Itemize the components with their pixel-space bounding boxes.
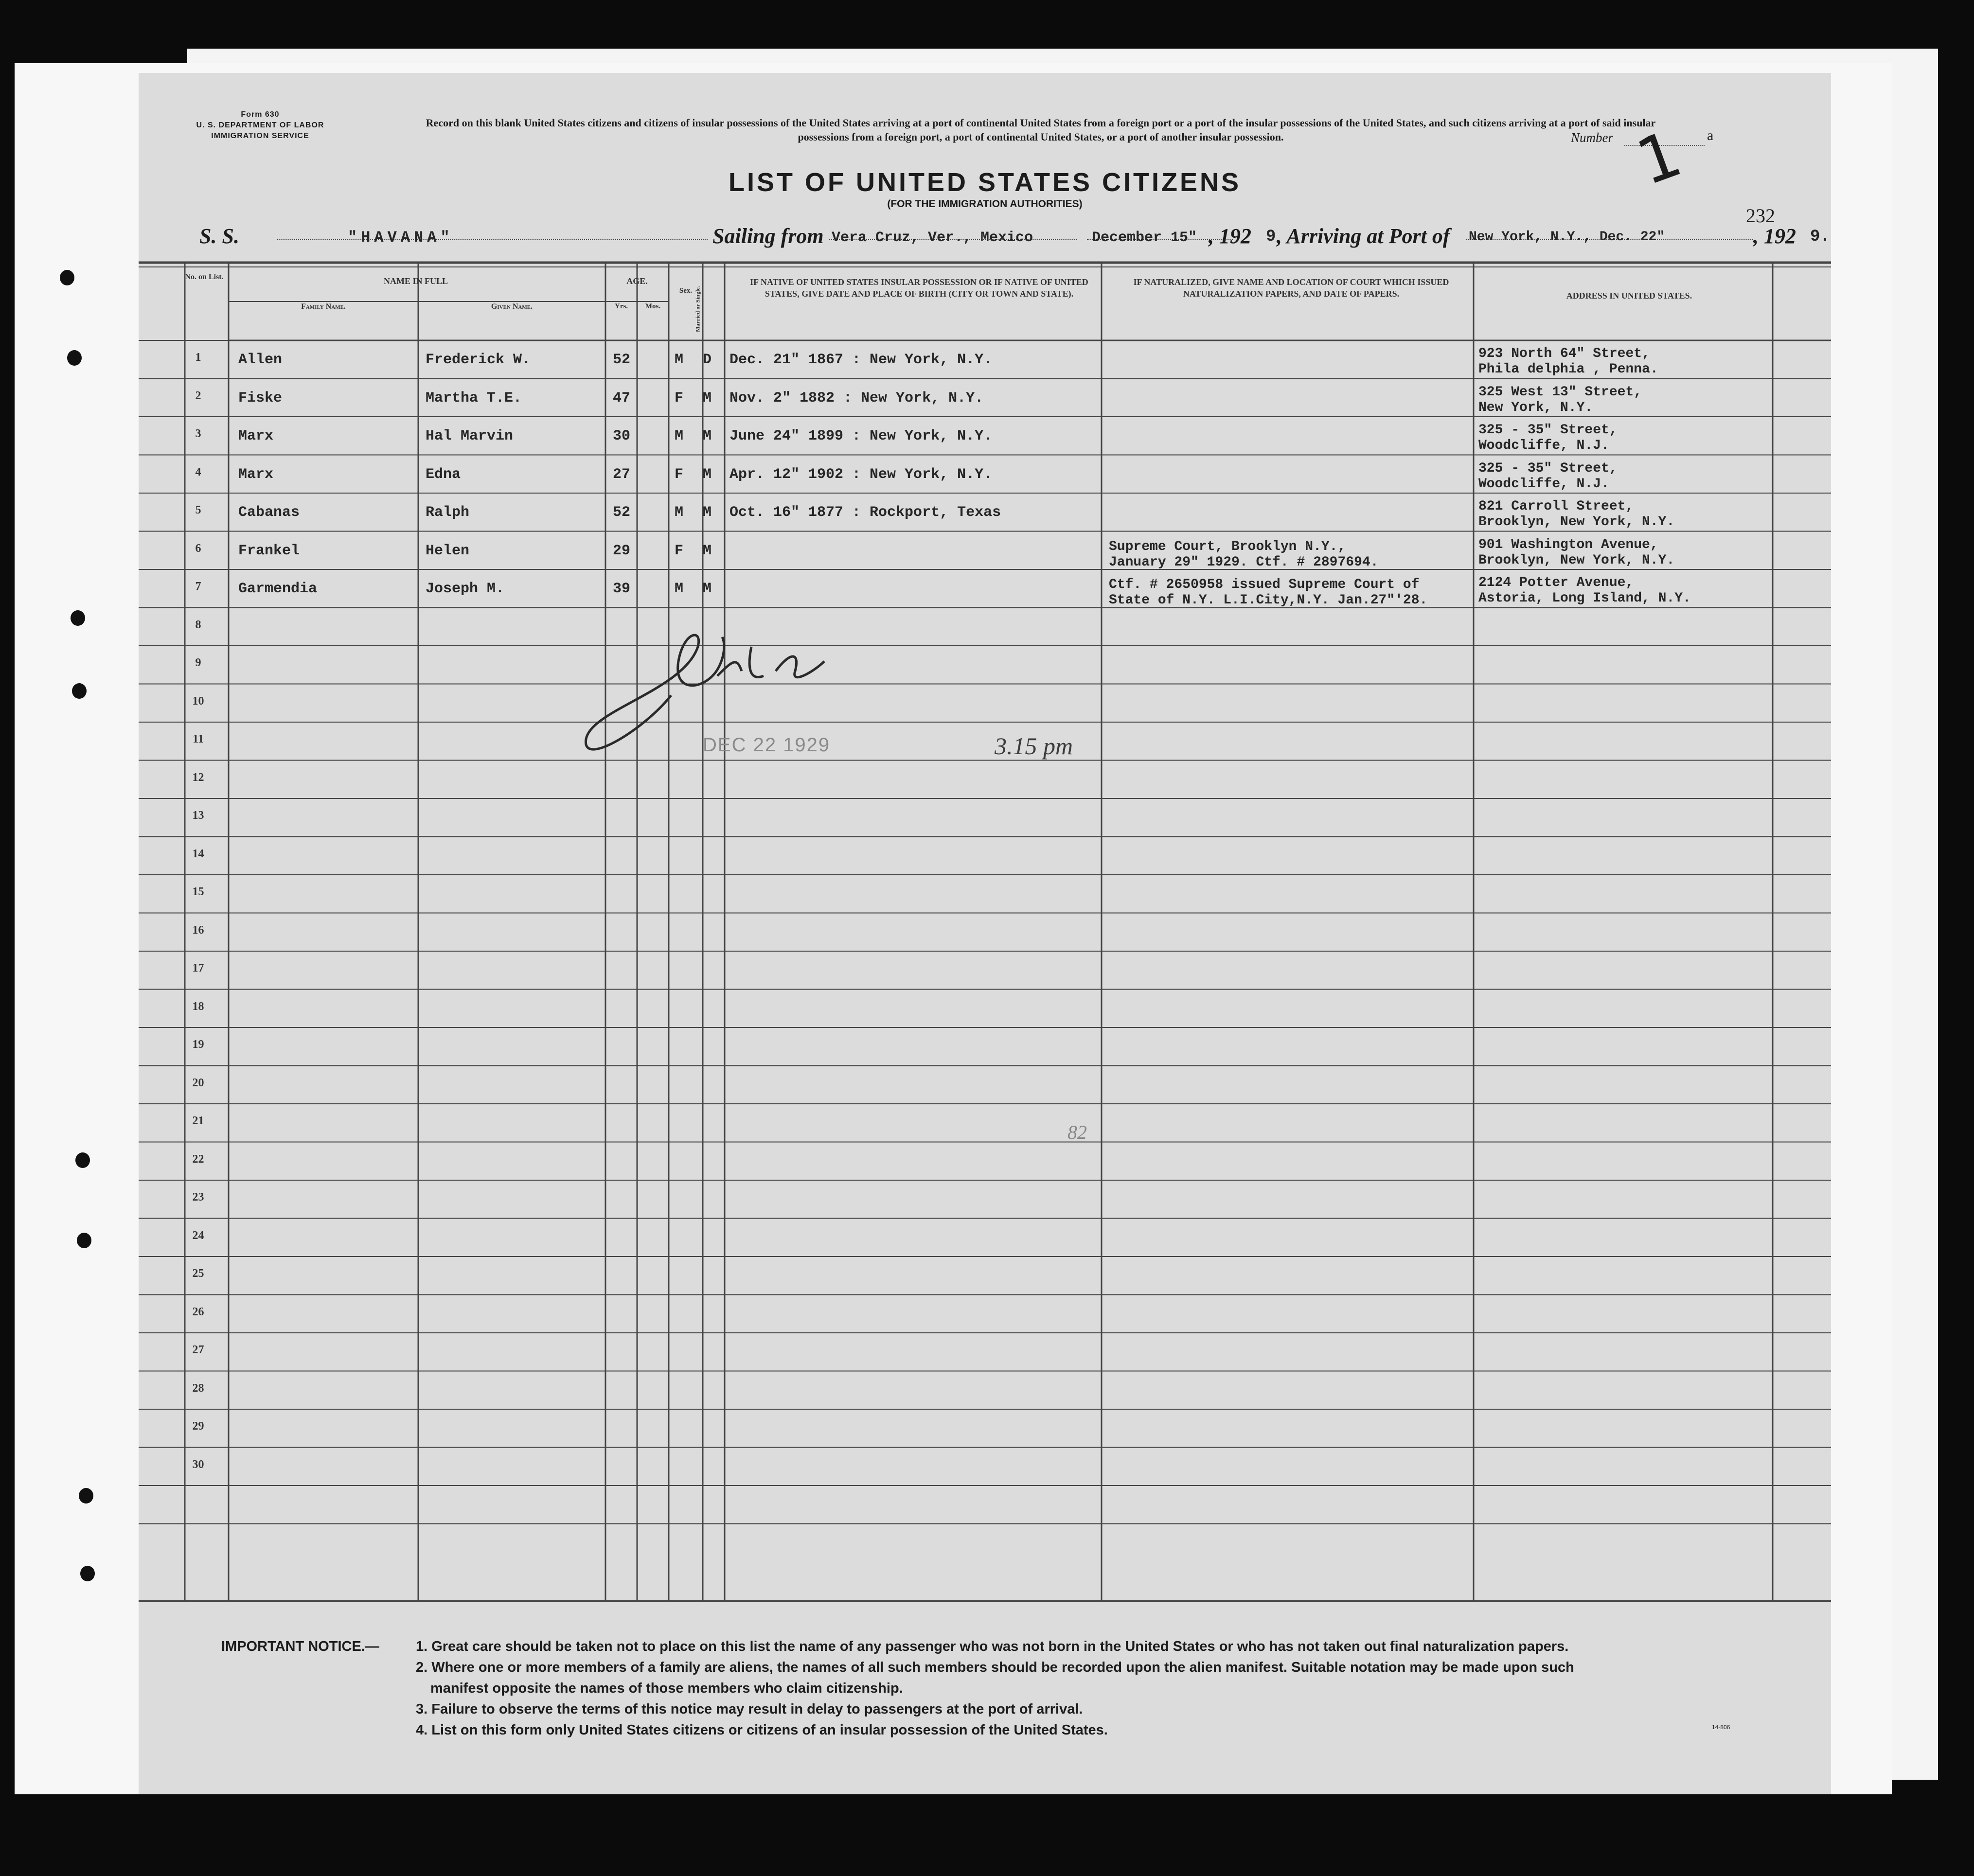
binder-hole [72, 683, 87, 699]
marital-status: M [703, 504, 712, 521]
given-name: Edna [426, 466, 461, 483]
row-number: 18 [192, 1000, 204, 1013]
marital-status: M [703, 428, 712, 444]
address-line: Woodcliffe, N.J. [1478, 438, 1609, 453]
sex: F [675, 542, 684, 559]
address-line: Brooklyn, New York, N.Y. [1478, 552, 1675, 568]
address-line: 325 West 13" Street, [1478, 384, 1642, 400]
header-birthplace: IF NATIVE OF UNITED STATES INSULAR POSSESSION OR IF NATIVE OF UNITED STATES, GIVE DATE AND PLACE OF BIRTH (CITY OR TOWN AND STATE). [750, 277, 1088, 299]
age-years: 39 [613, 581, 631, 597]
row-number: 22 [192, 1152, 204, 1166]
arrival-year-label: , 192 [1753, 224, 1796, 248]
birth-date-place: Oct. 16" 1877 : Rockport, Texas [729, 504, 1001, 521]
naturalization-line: State of N.Y. L.I.City,N.Y. Jan.27"'28. [1109, 593, 1428, 608]
arrival-date-stamp: DEC 22 1929 [703, 734, 831, 756]
address-line: New York, N.Y. [1478, 400, 1593, 415]
header-no: No. on List. [185, 273, 224, 281]
family-name: Garmendia [238, 581, 318, 597]
family-name: Cabanas [238, 504, 300, 521]
page-mark: 82 [1067, 1121, 1087, 1143]
row-number: 20 [192, 1076, 204, 1089]
given-name: Ralph [426, 504, 470, 521]
row-number: 28 [192, 1381, 204, 1395]
binder-hole [75, 1152, 90, 1168]
row-number: 23 [192, 1191, 204, 1203]
address-line: Phila delphia , Penna. [1478, 362, 1658, 377]
row-number: 27 [192, 1344, 204, 1356]
row-number: 29 [192, 1420, 204, 1433]
form-identifier [139, 109, 382, 142]
notice-heading: IMPORTANT NOTICE.— [221, 1639, 379, 1654]
binder-hole [77, 1233, 91, 1248]
ss-label: S. S. [199, 224, 239, 248]
address-line: Brooklyn, New York, N.Y. [1478, 514, 1675, 530]
arrival-year-digit: 9. [1810, 228, 1830, 246]
header-marital: Married or Single. [694, 286, 701, 332]
birth-date-place: Dec. 21" 1867 : New York, N.Y. [729, 352, 993, 368]
header-name-in-full: NAME IN FULL [383, 276, 448, 286]
sex: F [675, 389, 684, 407]
birth-date-place: Apr. 12" 1902 : New York, N.Y. [729, 466, 993, 483]
header-family-name: Family Name. [301, 302, 346, 311]
header-given-name: Given Name. [491, 302, 533, 311]
birth-date-place: Nov. 2" 1882 : New York, N.Y. [729, 389, 984, 407]
row-number: 13 [192, 809, 204, 822]
notice-item-4: 4. List on this form only United States citizens or citizens of an insular possession of the United States. [416, 1722, 1108, 1738]
form-instructions: Record on this blank United States citizens and citizens of insular possessions of the United States arriving at a port of continental United States from a foreign port or a port of the insular possessions of the United States, and such citizens arriving at a port of said insular possessions from a foreign port, a port of continental United States, or a port of another insular possession. [426, 117, 1656, 143]
inspector-signature [571, 618, 844, 778]
row-number: 15 [192, 885, 204, 898]
row-number: 7 [195, 580, 201, 593]
family-name: Frankel [238, 542, 300, 559]
row-number: 16 [192, 923, 204, 937]
printer-code: 14-806 [1712, 1724, 1730, 1731]
sailing-from-label: Sailing from [712, 224, 824, 248]
family-name: Allen [238, 352, 283, 368]
manifest-form [139, 73, 1831, 1794]
address-line: 2124 Potter Avenue, [1478, 575, 1634, 590]
binder-hole [71, 610, 85, 626]
marital-status: M [703, 542, 712, 559]
header-years: Yrs. [614, 302, 628, 310]
binder-hole [67, 350, 82, 366]
header-address: ADDRESS IN UNITED STATES. [1566, 291, 1692, 301]
age-years: 27 [613, 466, 631, 483]
number-label: Number [1571, 130, 1613, 145]
marital-status: M [703, 581, 712, 597]
age-years: 52 [613, 352, 631, 368]
naturalization-line: Supreme Court, Brooklyn N.Y., [1109, 539, 1346, 554]
row-number: 25 [192, 1267, 204, 1280]
row-number: 11 [193, 733, 204, 745]
list-number-mark: a [1707, 127, 1714, 143]
family-name: Marx [238, 466, 274, 483]
row-number: 4 [195, 465, 201, 478]
binder-hole [79, 1488, 93, 1504]
row-number: 2 [195, 389, 201, 402]
row-number: 5 [195, 504, 201, 516]
notice-item-2-cont: manifest opposite the names of those members who claim citizenship. [430, 1681, 903, 1696]
row-number: 17 [192, 962, 204, 974]
age-years: 29 [613, 542, 631, 559]
ship-name: "HAVANA" [348, 229, 454, 247]
arriving-label: , Arriving at Port of [1277, 224, 1450, 248]
row-number: 21 [192, 1115, 204, 1127]
naturalization-line: Ctf. # 2650958 issued Supreme Court of [1109, 577, 1420, 592]
age-years: 30 [613, 428, 631, 444]
address-line: 325 - 35" Street, [1478, 460, 1618, 476]
marital-status: D [703, 352, 712, 368]
sex: M [675, 428, 684, 444]
sex: M [675, 352, 684, 368]
given-name: Helen [426, 542, 470, 559]
department-name: U. S. DEPARTMENT OF LABOR [196, 121, 324, 129]
address-line: Woodcliffe, N.J. [1478, 476, 1609, 492]
notice-item-1: 1. Great care should be taken not to place on this list the name of any passenger who was not born in the United States or who has not taken out final naturalization papers. [416, 1639, 1569, 1654]
form-number: Form 630 [241, 110, 280, 119]
sailing-port: Vera Cruz, Ver., Mexico [832, 230, 1033, 246]
row-number: 12 [192, 771, 204, 784]
age-years: 47 [613, 389, 631, 407]
sex: F [675, 466, 684, 483]
service-name: IMMIGRATION SERVICE [211, 132, 309, 140]
form-subtitle: (FOR THE IMMIGRATION AUTHORITIES) [887, 198, 1083, 210]
row-number: 24 [192, 1229, 204, 1242]
sailing-year-label: , 192 [1209, 224, 1251, 248]
row-number: 10 [192, 694, 204, 708]
row-number: 26 [192, 1305, 204, 1318]
family-name: Fiske [238, 389, 283, 407]
given-name: Martha T.E. [426, 389, 522, 407]
sailing-date: December 15" [1092, 230, 1197, 246]
given-name: Frederick W. [426, 352, 531, 368]
marital-status: M [703, 389, 712, 407]
notice-item-3: 3. Failure to observe the terms of this notice may result in delay to passengers at the port of arrival. [416, 1701, 1083, 1717]
row-number: 8 [195, 618, 201, 631]
header-age: AGE. [626, 276, 648, 286]
family-name: Marx [238, 428, 274, 444]
arrival-port-date: New York, N.Y., Dec. 22" [1469, 230, 1665, 245]
address-line: Astoria, Long Island, N.Y. [1478, 591, 1691, 606]
address-line: 821 Carroll Street, [1478, 499, 1634, 514]
row-number: 1 [195, 351, 201, 364]
list-number: 1 [1627, 116, 1691, 200]
address-line: 923 North 64" Street, [1478, 346, 1650, 361]
marital-status: M [703, 466, 712, 483]
form-title: LIST OF UNITED STATES CITIZENS [729, 168, 1241, 197]
address-line: 325 - 35" Street, [1478, 423, 1618, 438]
arrival-time: 3.15 pm [995, 732, 1073, 760]
row-number: 30 [192, 1458, 204, 1471]
sex: M [675, 581, 684, 597]
ship-dotline [277, 239, 708, 240]
row-number: 14 [192, 847, 204, 860]
address-line: 901 Washington Avenue, [1478, 537, 1658, 552]
notice-item-2: 2. Where one or more members of a family are aliens, the names of all such members should be recorded upon the alien manifest. Suitable notation may be made upon such [416, 1660, 1574, 1675]
sex: M [675, 504, 684, 521]
sailing-year-digit: 9 [1266, 228, 1276, 246]
row-number: 9 [195, 656, 201, 669]
naturalization-line: January 29" 1929. Ctf. # 2897694. [1109, 554, 1379, 570]
binder-hole [60, 270, 74, 285]
given-name: Hal Marvin [426, 428, 514, 444]
row-number: 6 [195, 542, 201, 555]
age-years: 52 [613, 504, 631, 521]
row-number: 19 [192, 1038, 204, 1051]
page-number: 232 [1746, 205, 1775, 227]
birth-date-place: June 24" 1899 : New York, N.Y. [729, 428, 993, 444]
given-name: Joseph M. [426, 581, 505, 597]
row-number: 3 [195, 427, 201, 440]
header-sex: Sex. [679, 287, 693, 295]
header-naturalization: IF NATURALIZED, GIVE NAME AND LOCATION OF COURT WHICH ISSUED NATURALIZATION PAPERS, AND DATE OF PAPERS. [1133, 277, 1449, 299]
binder-hole [80, 1566, 95, 1581]
header-months: Mos. [645, 302, 661, 310]
